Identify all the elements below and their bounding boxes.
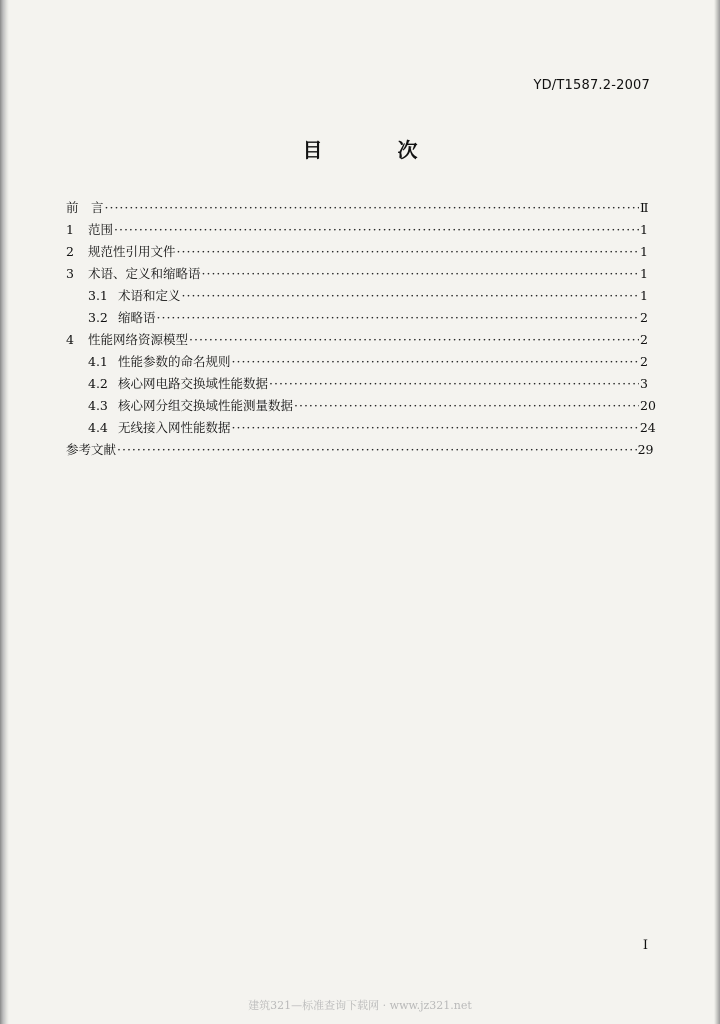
toc-entry-label: 术语、定义和缩略语 — [88, 266, 201, 281]
toc-entry-page: 1 — [640, 244, 648, 259]
toc-title: 目 次 — [302, 138, 452, 162]
toc-entry-number: 1 — [66, 222, 74, 237]
toc-entry-number: 3.1 — [88, 288, 108, 303]
toc-entry-number: 4.3 — [88, 398, 108, 413]
toc-entry-4-1[interactable] — [66, 351, 648, 373]
toc-entry-4-2[interactable] — [66, 373, 648, 395]
toc-entry-label: 规范性引用文件 — [88, 244, 176, 259]
toc-leader-dots — [232, 351, 639, 373]
toc-entry-label: 范围 — [88, 222, 114, 237]
toc-entry-number: 4.4 — [88, 420, 108, 435]
toc-entry-page: 2 — [640, 310, 648, 325]
toc-entry-page: 3 — [640, 376, 648, 391]
toc-entry-label: 无线接入网性能数据 — [118, 420, 231, 435]
toc-leader-dots — [157, 307, 639, 329]
toc-entry-3-1[interactable] — [66, 285, 648, 307]
toc-entry-number: 3 — [66, 266, 74, 281]
toc-entry-number: 4.1 — [88, 354, 108, 369]
toc-entry-label: 前 言 — [66, 200, 104, 215]
toc-entry-page: 2 — [640, 354, 648, 369]
toc-entry-foreword[interactable] — [66, 197, 648, 219]
toc-entry-number: 3.2 — [88, 310, 108, 325]
toc-entry-4-4[interactable] — [66, 417, 656, 439]
toc-entry-label: 性能网络资源模型 — [88, 332, 189, 347]
toc-leader-dots — [269, 373, 639, 395]
toc-leader-dots — [177, 241, 639, 263]
toc-leader-dots — [114, 219, 639, 241]
toc-leader-dots — [294, 395, 639, 417]
toc-entry-label: 术语和定义 — [118, 288, 181, 303]
toc-entry-1[interactable] — [66, 219, 648, 241]
toc-entry-number: 2 — [66, 244, 74, 259]
toc-entry-page: 29 — [637, 442, 654, 457]
toc-entry-page: 20 — [640, 398, 656, 413]
toc-entry-page: 1 — [640, 288, 648, 303]
page-number: I — [642, 938, 648, 953]
toc-entry-page: 24 — [639, 420, 656, 435]
toc-entry-label: 核心网电路交换域性能数据 — [118, 376, 269, 391]
toc-entry-page: 2 — [640, 332, 648, 347]
toc-entry-3-2[interactable] — [66, 307, 648, 329]
toc-leader-dots — [232, 417, 639, 439]
toc-leader-dots — [117, 439, 637, 461]
toc-entry-4[interactable] — [66, 329, 648, 351]
toc-entry-number: 4.2 — [88, 376, 108, 391]
toc-entry-label: 核心网分组交换域性能测量数据 — [118, 398, 294, 413]
toc-leader-dots — [105, 197, 639, 219]
toc-entry-references[interactable] — [66, 439, 654, 461]
toc-entry-page: 1 — [640, 222, 648, 237]
toc-entry-page: 1 — [640, 266, 648, 281]
toc-leader-dots — [189, 329, 639, 351]
toc-entry-number: 4 — [66, 332, 74, 347]
toc-entry-4-3[interactable] — [66, 395, 656, 417]
toc-leader-dots — [182, 285, 639, 307]
toc-entry-label: 性能参数的命名规则 — [118, 354, 231, 369]
toc-entry-label: 缩略语 — [118, 310, 156, 325]
toc-entry-page: Ⅱ — [640, 200, 649, 215]
toc-entry-label: 参考文献 — [66, 442, 117, 457]
watermark-text: 建筑321—标准查询下载网 · www.jz321.net — [248, 999, 472, 1012]
toc-entry-2[interactable] — [66, 241, 648, 263]
document-code: YD/T1587.2-2007 — [533, 78, 650, 93]
toc-entry-3[interactable] — [66, 263, 648, 285]
table-of-contents — [66, 197, 656, 461]
toc-leader-dots — [202, 263, 639, 285]
